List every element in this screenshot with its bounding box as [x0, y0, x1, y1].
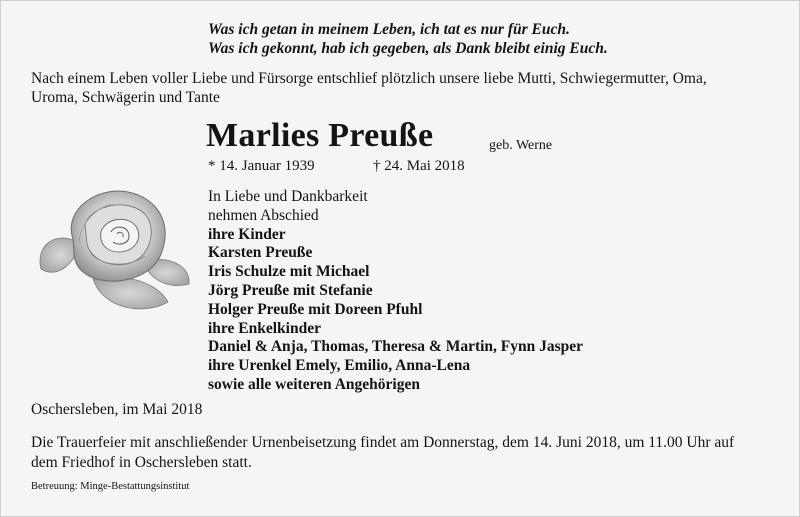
mourner-line: sowie alle weiteren Angehörigen [208, 375, 420, 393]
birth-name: geb. Werne [489, 138, 553, 153]
service-line-2: dem Friedhof in Oschersleben statt. [31, 454, 252, 471]
mourner-line: nehmen Abschied [208, 206, 319, 224]
place-date: Oschersleben, im Mai 2018 [31, 401, 203, 418]
mourner-line: In Liebe und Dankbarkeit [208, 188, 368, 205]
mourner-line: Jörg Preuße mit Stefanie [208, 281, 373, 299]
mourner-line: Karsten Preuße [208, 244, 313, 262]
death-date: † 24. Mai 2018 [373, 158, 465, 174]
rose-image [33, 184, 193, 319]
mourner-line: ihre Kinder [208, 225, 286, 243]
mourner-line: Iris Schulze mit Michael [208, 263, 370, 281]
intro-line-2: Uroma, Schwägerin und Tante [31, 89, 220, 106]
funeral-home-credit: Betreuung: Minge-Bestattungsinstitut [31, 481, 190, 492]
mourner-line: Daniel & Anja, Thomas, Theresa & Martin, Fynn Jasper [208, 338, 584, 356]
mourner-line: ihre Enkelkinder [208, 319, 321, 337]
quote-line-1: Was ich getan in meinem Leben, ich tat es nur für Euch. [208, 21, 570, 38]
intro-line-1: Nach einem Leben voller Liebe und Fürsorge entschlief plötzlich unsere liebe Mutti, Schwiegermutter, Oma, [31, 70, 707, 87]
mourners-list [208, 188, 583, 395]
mourner-line: Holger Preuße mit Doreen Pfuhl [208, 300, 423, 318]
quote-line-2: Was ich gekonnt, hab ich gegeben, als Dank bleibt einig Euch. [208, 40, 608, 57]
mourner-line: ihre Urenkel Emely, Emilio, Anna-Lena [208, 357, 471, 375]
birth-date: * 14. Januar 1939 [208, 158, 315, 174]
service-line-1: Die Trauerfeier mit anschließender Urnenbeisetzung findet am Donnerstag, dem 14. Juni 2018, um 11.00 Uhr auf [31, 434, 735, 451]
service-text [31, 433, 791, 473]
deceased-name: Marlies Preuße [206, 117, 434, 154]
